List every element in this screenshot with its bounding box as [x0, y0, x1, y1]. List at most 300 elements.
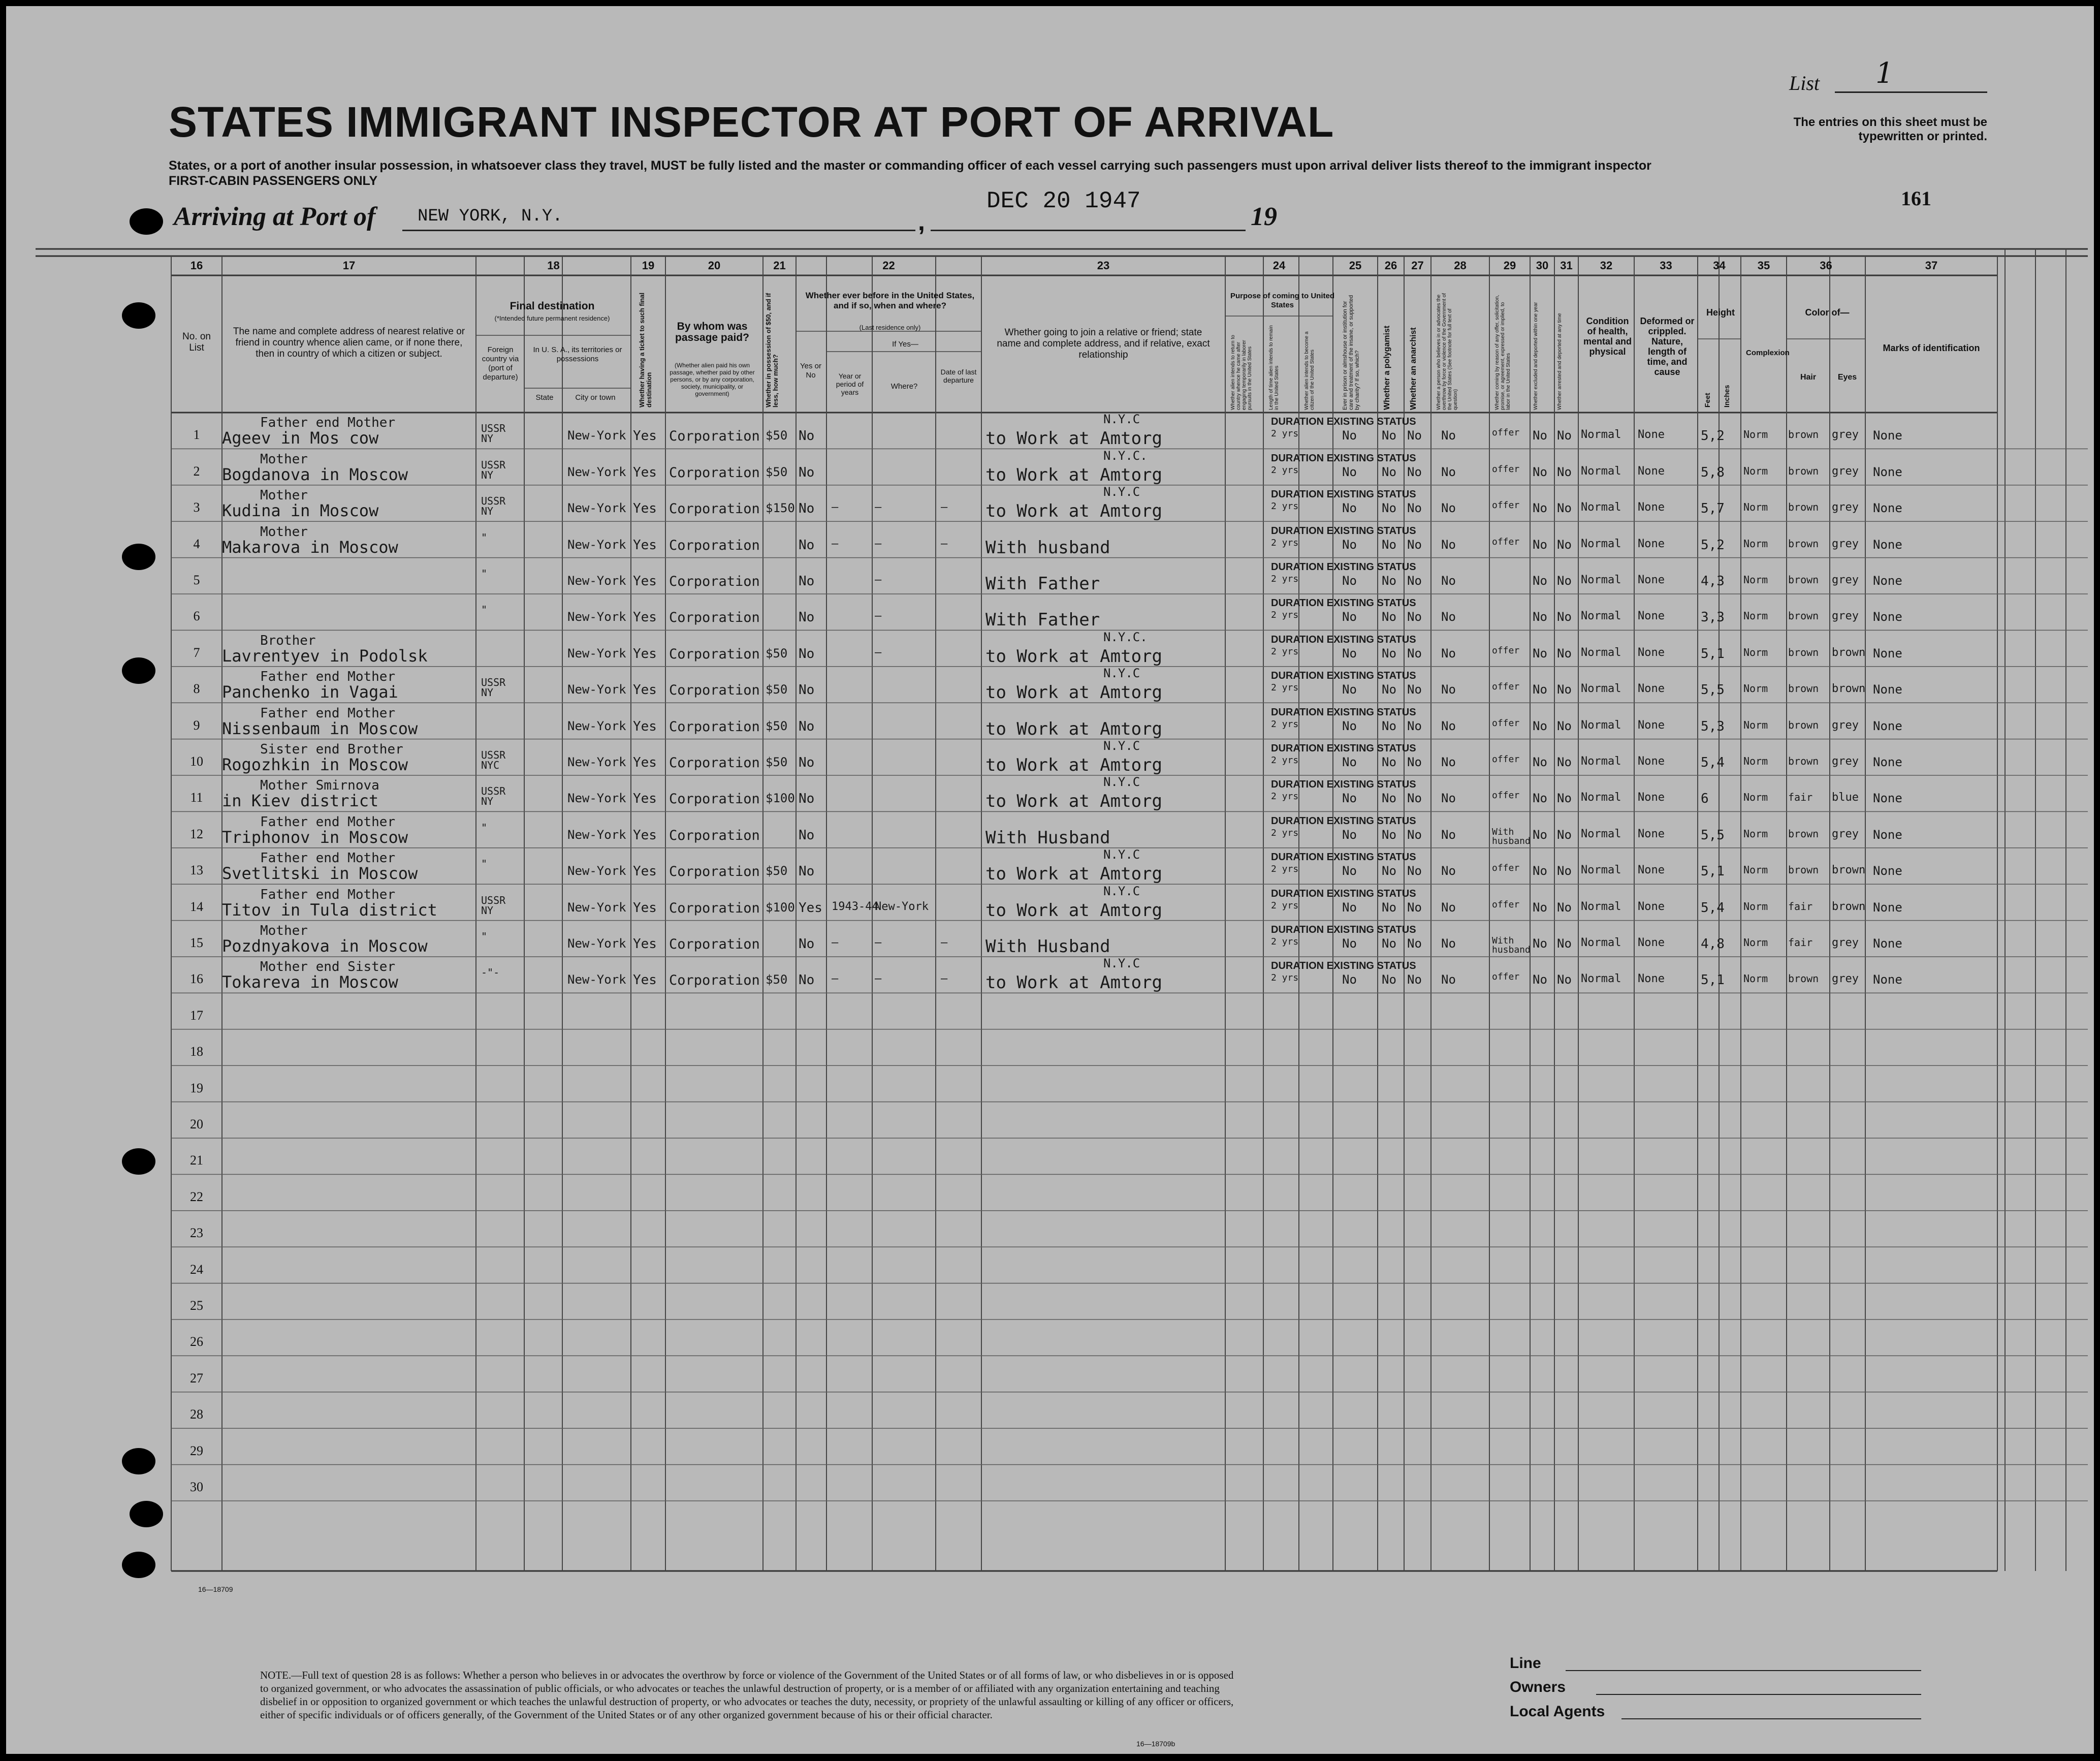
eyes-value: grey: [1832, 428, 1859, 442]
relative-relation: Sister end Brother: [260, 742, 403, 757]
excluded-value: No: [1533, 428, 1547, 443]
status-stamp: DURATION EXISTING STATUS: [1271, 561, 1416, 573]
excluded-value: No: [1533, 682, 1547, 697]
deformed-value: None: [1638, 936, 1665, 949]
join-relative: to Work at Amtorg: [985, 718, 1162, 739]
passage-paid-by: Corporation: [669, 936, 760, 952]
marks-value: None: [1873, 646, 1902, 661]
prison-value: No: [1342, 610, 1357, 624]
purpose-length: 2 yrs: [1271, 791, 1299, 802]
status-stamp: DURATION EXISTING STATUS: [1271, 489, 1416, 500]
marks-value: None: [1873, 864, 1902, 878]
height-value: 6: [1701, 791, 1709, 807]
health-value: Normal: [1581, 501, 1621, 514]
excluded-value: No: [1533, 972, 1547, 987]
ticket-value: Yes: [633, 755, 657, 770]
before-where: —: [875, 501, 882, 514]
offer-value: offer: [1492, 863, 1520, 874]
passage-paid-by: Corporation: [669, 900, 760, 916]
excluded-value: No: [1533, 755, 1547, 769]
deformed-value: None: [1638, 501, 1665, 514]
offer-value: offer: [1492, 500, 1520, 511]
join-relative: to Work at Amtorg: [985, 791, 1162, 812]
complexion-value: Norm: [1743, 972, 1768, 985]
relative-relation: Father end Mother: [260, 669, 396, 685]
height-value: 5,3: [1701, 718, 1725, 734]
ever-before-value: No: [799, 864, 815, 879]
header-complexion: Complexion: [1746, 349, 1790, 357]
header-foreign-country: Foreign country via (port of departure): [482, 345, 519, 382]
height-value: 4,8: [1701, 936, 1725, 952]
header-where: Where?: [890, 382, 918, 391]
passage-paid-by: Corporation: [669, 646, 760, 662]
height-value: 5,1: [1701, 864, 1725, 879]
join-relative: to Work at Amtorg: [985, 972, 1162, 993]
hair-value: brown: [1788, 827, 1819, 840]
status-stamp: DURATION EXISTING STATUS: [1271, 888, 1416, 899]
anarchist-value: No: [1407, 464, 1422, 479]
before-year: —: [832, 537, 839, 550]
health-value: Normal: [1581, 900, 1621, 913]
row-number: 1: [193, 427, 200, 443]
column-number: 34: [1713, 259, 1726, 272]
row-number: 19: [190, 1080, 203, 1095]
overthrow-value: No: [1441, 936, 1456, 951]
prison-value: No: [1342, 464, 1357, 479]
destination-city: New-York: [567, 791, 626, 806]
polygamist-value: No: [1382, 972, 1396, 987]
polygamist-value: No: [1382, 610, 1396, 624]
column-number: 16: [190, 259, 203, 272]
passage-paid-by: Corporation: [669, 464, 760, 481]
ticket-value: Yes: [633, 464, 657, 480]
join-relative: to Work at Amtorg: [985, 682, 1162, 703]
header-purpose-return: Whether alien intends to return to country whence he came after engaging temporarily in laborer pursuits in the United States: [1230, 335, 1253, 410]
eyes-value: grey: [1832, 464, 1859, 478]
typewritten-note: The entries on this sheet must be typewritten or printed.: [1793, 115, 1987, 143]
ticket-value: Yes: [633, 610, 657, 625]
height-value: 5,5: [1701, 827, 1725, 843]
foreign-country-via: ": [481, 568, 488, 580]
status-stamp: DURATION EXISTING STATUS: [1271, 525, 1416, 537]
row-number: 29: [190, 1443, 203, 1458]
overthrow-value: No: [1441, 646, 1456, 661]
deformed-value: None: [1638, 791, 1665, 804]
marks-value: None: [1873, 464, 1902, 479]
relative-name: Svetlitski in Moscow: [222, 864, 418, 884]
anarchist-value: No: [1407, 755, 1422, 769]
header-final-destination-sub: (*Intended future permanent residence): [494, 315, 610, 322]
polygamist-value: No: [1382, 718, 1396, 733]
polygamist-value: No: [1382, 755, 1396, 769]
relative-name: Kudina in Moscow: [222, 501, 379, 521]
destination-city: New-York: [567, 864, 626, 878]
join-relative: to Work at Amtorg: [985, 755, 1162, 775]
status-stamp: DURATION EXISTING STATUS: [1271, 634, 1416, 645]
form-id-left: 16—18709: [198, 1585, 233, 1593]
status-stamp: DURATION EXISTING STATUS: [1271, 924, 1416, 935]
row-number: 4: [193, 536, 200, 551]
health-value: Normal: [1581, 574, 1621, 586]
health-value: Normal: [1581, 791, 1621, 804]
health-value: Normal: [1581, 610, 1621, 623]
marks-value: None: [1873, 755, 1902, 769]
purpose-length: 2 yrs: [1271, 827, 1299, 838]
arrested-value: No: [1557, 574, 1572, 588]
marks-value: None: [1873, 428, 1902, 443]
header-ticket: Whether having a ticket to such final destination: [638, 292, 653, 407]
foreign-country-via: ": [481, 858, 488, 870]
foreign-country-via: ": [481, 604, 488, 616]
header-anarchist: Whether an anarchist: [1409, 327, 1418, 410]
page-number: 161: [1901, 187, 1931, 210]
overthrow-value: No: [1441, 864, 1456, 878]
deformed-value: None: [1638, 428, 1665, 442]
row-number: 18: [190, 1044, 203, 1059]
destination-city: New-York: [567, 464, 626, 479]
health-value: Normal: [1581, 464, 1621, 478]
overthrow-value: No: [1441, 718, 1456, 733]
height-value: 5,2: [1701, 537, 1725, 553]
prison-value: No: [1342, 936, 1357, 951]
column-number: 28: [1454, 259, 1467, 272]
money-value: $50: [766, 718, 788, 733]
column-number: 36: [1820, 259, 1832, 272]
money-value: $100: [766, 900, 795, 915]
height-value: 5,2: [1701, 428, 1725, 444]
offer-value: With husband: [1492, 826, 1531, 846]
marks-value: None: [1873, 574, 1902, 588]
join-relative: With husband: [985, 537, 1110, 558]
port-comma: ,: [918, 207, 925, 236]
header-marks: Marks of identification: [1883, 343, 1980, 353]
header-deformed: Deformed or crippled. Nature, length of time, and cause: [1640, 316, 1695, 377]
relative-name: Tokareva in Moscow: [222, 972, 398, 992]
header-relative: The name and complete address of nearest relative or friend in country whence alien came, or if none there, then in country of which a citizen or subject.: [233, 326, 465, 359]
prison-value: No: [1342, 501, 1357, 516]
column-number: 24: [1272, 259, 1286, 272]
money-value: $150: [766, 501, 795, 516]
prison-value: No: [1342, 972, 1357, 987]
before-where: —: [875, 610, 882, 623]
join-relative: to Work at Amtorg: [985, 428, 1162, 449]
ever-before-value: No: [799, 428, 815, 444]
row-number: 14: [190, 899, 203, 914]
deformed-value: None: [1638, 718, 1665, 732]
complexion-value: Norm: [1743, 428, 1768, 441]
row-number: 12: [190, 826, 203, 841]
prison-value: No: [1342, 755, 1357, 769]
complexion-value: Norm: [1743, 682, 1768, 695]
row-number: 10: [190, 754, 203, 769]
overthrow-value: No: [1441, 791, 1456, 806]
polygamist-value: No: [1382, 864, 1396, 878]
column-number: 32: [1600, 259, 1613, 272]
anarchist-value: No: [1407, 972, 1422, 987]
header-hair: Hair: [1800, 373, 1817, 382]
destination-city: New-York: [567, 827, 626, 842]
foreign-country-via: USSR NYC: [481, 749, 506, 771]
offer-value: offer: [1492, 717, 1520, 729]
ticket-value: Yes: [633, 791, 657, 807]
eyes-value: grey: [1832, 610, 1859, 623]
eyes-value: brown: [1832, 646, 1866, 659]
column-number: 26: [1384, 259, 1397, 272]
passage-paid-by: Corporation: [669, 791, 760, 807]
purpose-length: 2 yrs: [1271, 501, 1299, 512]
overthrow-value: No: [1441, 827, 1456, 842]
join-note: N.Y.C: [1103, 956, 1140, 971]
foreign-country-via: -"-: [481, 966, 500, 979]
excluded-value: No: [1533, 827, 1547, 842]
status-stamp: DURATION EXISTING STATUS: [1271, 416, 1416, 428]
polygamist-value: No: [1382, 501, 1396, 516]
relative-name: Panchenko in Vagai: [222, 682, 398, 702]
relative-relation: Father end Mother: [260, 887, 396, 902]
anarchist-value: No: [1407, 936, 1422, 951]
column-number: 31: [1560, 259, 1573, 272]
purpose-length: 2 yrs: [1271, 646, 1299, 657]
header-if-yes: If Yes—: [892, 340, 918, 349]
header-purpose-length: Length of time alien intends to remain in the United States: [1268, 325, 1280, 410]
money-value: $50: [766, 755, 788, 769]
passage-paid-by: Corporation: [669, 428, 760, 445]
anarchist-value: No: [1407, 718, 1422, 733]
polygamist-value: No: [1382, 464, 1396, 479]
anarchist-value: No: [1407, 791, 1422, 806]
column-number: 20: [708, 259, 721, 272]
arrested-value: No: [1557, 682, 1572, 697]
polygamist-value: No: [1382, 646, 1396, 661]
excluded-value: No: [1533, 900, 1547, 915]
eyes-value: grey: [1832, 827, 1859, 840]
passage-paid-by: Corporation: [669, 501, 760, 517]
passage-paid-by: Corporation: [669, 718, 760, 735]
ticket-value: Yes: [633, 900, 657, 916]
status-stamp: DURATION EXISTING STATUS: [1271, 779, 1416, 791]
header-health: Condition of health, mental and physical: [1583, 316, 1632, 357]
join-relative: With Husband: [985, 936, 1110, 957]
offer-value: offer: [1492, 899, 1520, 910]
before-where: —: [875, 646, 882, 659]
money-value: $50: [766, 464, 788, 479]
relative-name: Pozdnyakova in Moscow: [222, 936, 428, 956]
health-value: Normal: [1581, 972, 1621, 986]
form-id-right: 16—18709b: [1136, 1740, 1175, 1748]
purpose-length: 2 yrs: [1271, 428, 1299, 439]
destination-city: New-York: [567, 610, 626, 624]
deformed-value: None: [1638, 610, 1665, 623]
overthrow-value: No: [1441, 464, 1456, 479]
ticket-value: Yes: [633, 972, 657, 988]
ticket-value: Yes: [633, 646, 657, 662]
hair-value: brown: [1788, 501, 1819, 514]
marks-value: None: [1873, 791, 1902, 806]
relative-name: Makarova in Moscow: [222, 537, 398, 557]
destination-city: New-York: [567, 428, 626, 443]
offer-value: With husband: [1492, 935, 1531, 955]
column-number: 37: [1925, 259, 1938, 272]
overthrow-value: No: [1441, 574, 1456, 588]
deformed-value: None: [1638, 972, 1665, 986]
arrested-value: No: [1557, 936, 1572, 951]
foreign-country-via: USSR NY: [481, 894, 506, 917]
hair-value: brown: [1788, 574, 1819, 586]
list-number: 1: [1875, 57, 1894, 90]
page-title: STATES IMMIGRANT INSPECTOR AT PORT OF ARRIVAL: [169, 98, 1334, 146]
anarchist-value: No: [1407, 900, 1422, 915]
marks-value: None: [1873, 900, 1902, 915]
eyes-value: grey: [1832, 972, 1859, 986]
row-number: 25: [190, 1298, 203, 1313]
join-relative: to Work at Amtorg: [985, 900, 1162, 921]
ever-before-value: No: [799, 501, 815, 517]
destination-city: New-York: [567, 936, 626, 951]
header-final-destination: Final destination: [510, 300, 595, 312]
arrested-value: No: [1557, 864, 1572, 878]
complexion-value: Norm: [1743, 646, 1768, 658]
line-underline: [1566, 1670, 1921, 1671]
health-value: Normal: [1581, 827, 1621, 840]
height-value: 5,8: [1701, 464, 1725, 480]
overthrow-value: No: [1441, 682, 1456, 697]
marks-value: None: [1873, 827, 1902, 842]
year-prefix: 19: [1251, 202, 1277, 231]
header-yes-no: Yes or No: [800, 362, 821, 380]
offer-value: offer: [1492, 754, 1520, 765]
height-value: 5,1: [1701, 972, 1725, 988]
purpose-length: 2 yrs: [1271, 936, 1299, 947]
eyes-value: grey: [1832, 537, 1859, 550]
column-number: 33: [1660, 259, 1672, 272]
header-ever-before-sub: (Last residence only): [859, 324, 921, 331]
height-value: 5,7: [1701, 501, 1725, 517]
hair-value: brown: [1788, 646, 1819, 658]
overthrow-value: No: [1441, 537, 1456, 552]
prison-value: No: [1342, 864, 1357, 878]
header-passage-paid: By whom was passage paid?: [675, 321, 749, 343]
marks-value: None: [1873, 610, 1902, 624]
ticket-value: Yes: [633, 936, 657, 952]
ever-before-value: No: [799, 755, 815, 770]
hair-value: brown: [1788, 428, 1819, 441]
prison-value: No: [1342, 646, 1357, 661]
footnote: NOTE.—Full text of question 28 is as follows: Whether a person who believes in or advocates the overthrow by force or violence of the Government of the United States or of all forms of law, or who disbelieves in or is opposed to organized government, or who advocates the assassination of public officials, or who advocates or teaches the unlawful destruction of property, or is a member of or affiliated with any organization entertaining and teaching disbelief in or opposition to organized government or which teaches the unlawful destruction of property, or who advocates or teaches the duty, necessity, or propriety of the unlawful assaulting or killing of any officer or officers, either of specific individuals or of officers generally, of the Government of the United States or of any other organized government because of his or their official character.: [260, 1669, 1234, 1721]
overthrow-value: No: [1441, 610, 1456, 624]
port-value: NEW YORK, N.Y.: [418, 207, 563, 226]
polygamist-value: No: [1382, 574, 1396, 588]
hair-value: brown: [1788, 682, 1819, 695]
ever-before-value: No: [799, 791, 815, 807]
relative-name: Bogdanova in Moscow: [222, 464, 408, 484]
relative-relation: Mother Smirnova: [260, 778, 379, 794]
before-departure-date: —: [941, 936, 948, 949]
column-number: 17: [342, 259, 356, 272]
relative-name: Rogozhkin in Moscow: [222, 755, 408, 774]
arrested-value: No: [1557, 827, 1572, 842]
ticket-value: Yes: [633, 682, 657, 698]
excluded-value: No: [1533, 537, 1547, 552]
before-departure-date: —: [941, 537, 948, 550]
deformed-value: None: [1638, 574, 1665, 586]
status-stamp: DURATION EXISTING STATUS: [1271, 815, 1416, 827]
join-relative: With Father: [985, 610, 1100, 631]
arrival-date: DEC 20 1947: [987, 188, 1141, 214]
arrested-value: No: [1557, 646, 1572, 661]
health-value: Normal: [1581, 718, 1621, 732]
polygamist-value: No: [1382, 682, 1396, 697]
health-value: Normal: [1581, 682, 1621, 696]
hair-value: brown: [1788, 464, 1819, 477]
complexion-value: Norm: [1743, 537, 1768, 550]
anarchist-value: No: [1407, 574, 1422, 588]
deformed-value: None: [1638, 827, 1665, 840]
join-relative: to Work at Amtorg: [985, 864, 1162, 885]
prison-value: No: [1342, 537, 1357, 552]
marks-value: None: [1873, 972, 1902, 987]
prison-value: No: [1342, 900, 1357, 915]
header-color: Color of—: [1805, 307, 1850, 318]
header-join-relative: Whether going to join a relative or friend; state name and complete address, and if relative, exact relationship: [997, 327, 1210, 360]
marks-value: None: [1873, 936, 1902, 951]
join-relative: to Work at Amtorg: [985, 646, 1162, 667]
join-relative: With Husband: [985, 827, 1110, 848]
before-where: —: [875, 537, 882, 550]
hair-value: fair: [1788, 936, 1813, 949]
deformed-value: None: [1638, 464, 1665, 478]
row-number: 30: [190, 1480, 203, 1494]
row-number: 21: [190, 1153, 203, 1168]
header-state: State: [535, 393, 554, 402]
prison-value: No: [1342, 428, 1357, 443]
passage-paid-by: Corporation: [669, 682, 760, 699]
complexion-value: Norm: [1743, 791, 1768, 804]
hair-value: brown: [1788, 537, 1819, 550]
complexion-value: Norm: [1743, 501, 1768, 514]
offer-value: offer: [1492, 463, 1520, 475]
purpose-length: 2 yrs: [1271, 682, 1299, 694]
deformed-value: None: [1638, 682, 1665, 696]
overthrow-value: No: [1441, 501, 1456, 516]
row-number: 16: [190, 971, 203, 987]
before-departure-date: —: [941, 501, 948, 514]
ever-before-value: No: [799, 574, 815, 589]
before-where: —: [875, 574, 882, 586]
before-year: —: [832, 501, 839, 514]
relative-relation: Father end Mother: [260, 415, 396, 431]
header-year: Year or period of years: [836, 372, 864, 396]
ever-before-value: No: [799, 827, 815, 843]
arrested-value: No: [1557, 900, 1572, 915]
join-note: N.Y.C: [1103, 666, 1140, 681]
anarchist-value: No: [1407, 827, 1422, 842]
complexion-value: Norm: [1743, 936, 1768, 949]
header-date-departure: Date of last departure: [940, 368, 977, 384]
row-number: 17: [190, 1008, 203, 1023]
header-passage-paid-sub: (Whether alien paid his own passage, whether paid by other persons, or by any corporation, society, municipality, or government): [670, 362, 755, 397]
join-note: N.Y.C: [1103, 412, 1140, 427]
header-no-on-list: No. on List: [182, 331, 211, 353]
anarchist-value: No: [1407, 646, 1422, 661]
ever-before-value: No: [799, 646, 815, 662]
foreign-country-via: USSR NY: [481, 676, 506, 699]
destination-city: New-York: [567, 682, 626, 697]
excluded-value: No: [1533, 501, 1547, 516]
row-number: 8: [193, 681, 200, 697]
foreign-country-via: USSR NY: [481, 785, 506, 808]
money-value: $50: [766, 428, 788, 443]
foreign-country-via: USSR NY: [481, 458, 506, 481]
